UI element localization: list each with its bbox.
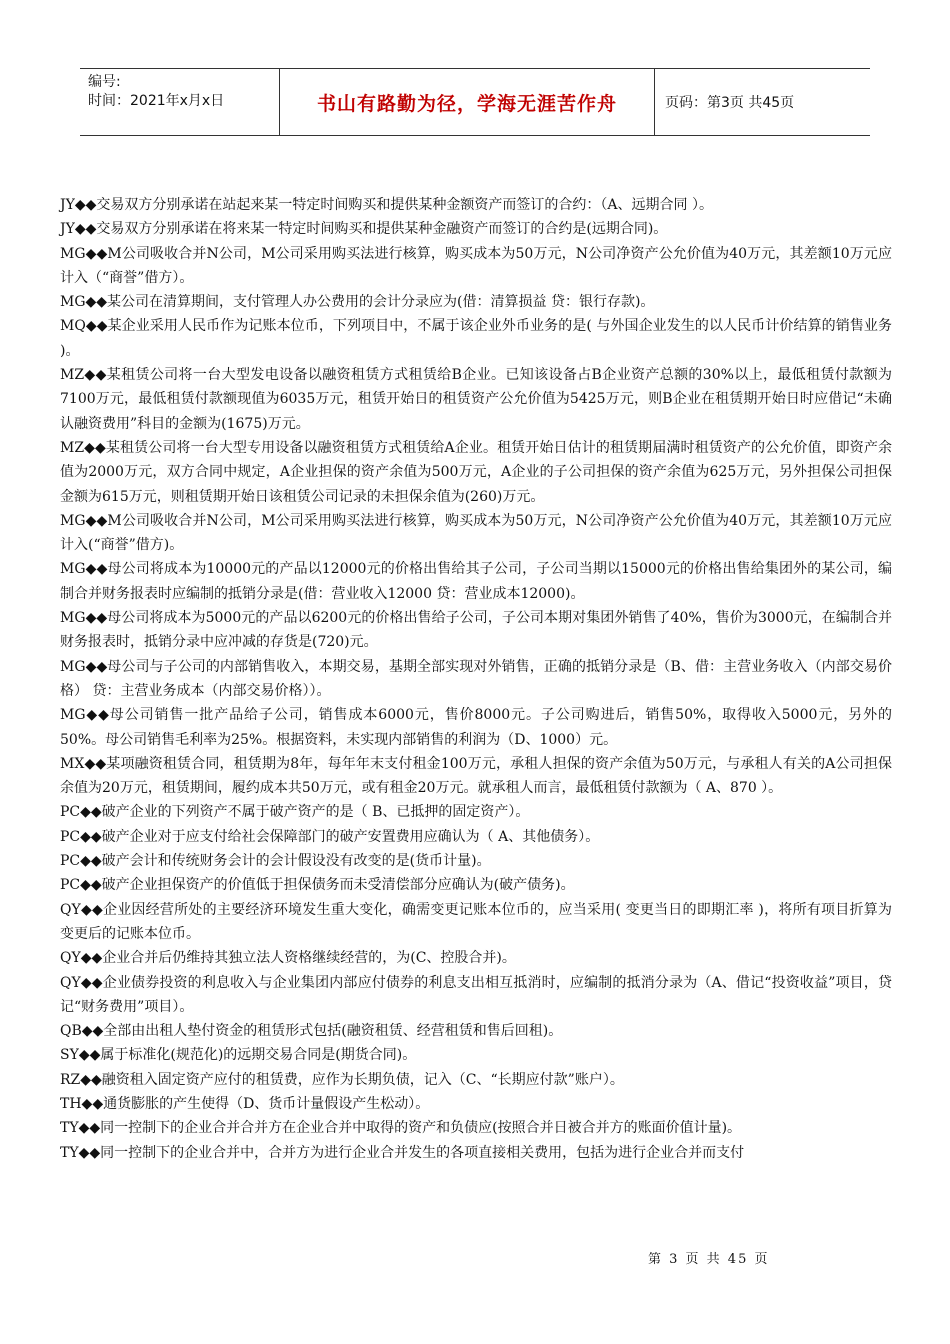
paragraph: MG◆◆M公司吸收合并N公司，M公司采用购买法进行核算，购买成本为50万元，N公司净资产公允价值为40万元，其差额10万元应计入（“商誉”借方）。 [60,245,892,286]
paragraph: PC◆◆破产会计和传统财务会计的会计假设没有改变的是(货币计量)。 [60,853,491,870]
paragraph: MG◆◆M公司吸收合并N公司，M公司采用购买法进行核算，购买成本为50万元，N公司净资产公允价值为40万元，其差额10万元应计入(“商誉”借方)。 [60,512,892,554]
paragraph: TH◆◆通货膨胀的产生使得（D、货币计量假设产生松动）。 [60,1095,430,1112]
paragraph: MX◆◆某项融资租赁合同，租赁期为8年，每年年末支付租金100万元，承租人担保的资产余值为50万元，与承租人有关的A公司担保余值为20万元，租赁期间，履约成本共50万元，或有租金20万元。就承租人而言，最低租赁付款额为（ A、870 ）。 [60,755,892,797]
paragraph: QY◆◆企业合并后仍维持其独立法人资格继续经营的，为(C、控股合并)。 [60,950,516,967]
paragraph: PC◆◆破产企业的下列资产不属于破产资产的是（ B、已抵押的固定资产）。 [60,804,530,821]
document-body [60,193,892,1165]
paragraph: SY◆◆属于标准化(规范化)的远期交易合同是(期货合同)。 [60,1047,417,1064]
paragraph: TY◆◆同一控制下的企业合并合并方在企业合并中取得的资产和负债应(按照合并日被合并方的账面价值计量)。 [60,1120,742,1137]
time-label: 时间：2021年x月x日 [88,93,225,109]
paragraph: MG◆◆母公司与子公司的内部销售收入，本期交易，基期全部实现对外销售，正确的抵销分录是（B、借：主营业务收入（内部交易价格） 贷：主营业务成本（内部交易价格））。 [60,658,892,699]
paragraph: QY◆◆企业因经营所处的主要经济环境发生重大变化，确需变更记账本位币的，应当采用( 变更当日的即期汇率 )，将所有项目折算为变更后的记账本位币。 [60,901,892,942]
paragraph: MZ◆◆某租赁公司将一台大型发电设备以融资租赁方式租赁给B企业。已知该设备占B企业资产总额的30%以上，最低租赁付款额为7100万元，最低租赁付款额现值为6035万元，租赁开始日的租赁资产公允价值为5425万元，则B企业在租赁期开始日时应借记“未确认融资费用”科目的金额为(1675)万元。 [60,367,892,432]
paragraph: MG◆◆母公司将成本为5000元的产品以6200元的价格出售给子公司，子公司本期对集团外销售了40%，售价为3000元，在编制合并财务报表时，抵销分录中应冲减的存货是(720)元。 [60,610,892,651]
paragraph: MQ◆◆某企业采用人民币作为记账本位币，下列项目中，不属于该企业外币业务的是( 与外国企业发生的以人民币计价结算的销售业务 )。 [60,318,892,359]
paragraph: PC◆◆破产企业担保资产的价值低于担保债务而未受清偿部分应确认为(破产债务)。 [60,877,575,894]
paragraph: MG◆◆母公司销售一批产品给子公司，销售成本6000元，售价8000元。子公司购进后，销售50%，取得收入5000元，另外的50%。母公司销售毛利率为25%。根据资料，未实现内部销售的利润为（D、1000）元。 [60,707,892,748]
paragraph: QY◆◆企业债券投资的利息收入与企业集团内部应付债券的利息支出相互抵消时，应编制的抵消分录为（A、借记“投资收益”项目，贷记“财务费用”项目）。 [60,974,892,1015]
paragraph: MG◆◆某公司在清算期间，支付管理人办公费用的会计分录应为(借：清算损益 贷：银行存款)。 [60,294,655,311]
paragraph: QB◆◆全部由出租人垫付资金的租赁形式包括(融资租赁、经营租赁和售后回租)。 [60,1023,563,1040]
paragraph: JY◆◆交易双方分别承诺在站起来某一特定时间购买和提供某种金额资产而签订的合约：（A、远期合同 ）。 [60,197,713,213]
page-header [80,68,870,136]
paragraph: TY◆◆同一控制下的企业合并中，合并方为进行企业合并发生的各项直接相关费用，包括为进行企业合并而支付 [60,1144,745,1161]
page-footer: 第 3 页 共 45 页 [648,1252,770,1267]
paragraph: MZ◆◆某租赁公司将一台大型专用设备以融资租赁方式租赁给A企业。租赁开始日估计的租赁期届满时租赁资产的公允价值，即资产余值为2000万元，双方合同中规定，A企业担保的资产余值为500万元，A企业的子公司担保的资产余值为625万元，另外担保公司担保金额为615万元，则租赁期开始日该租赁公司记录的未担保余值为(260)万元。 [60,439,892,505]
paragraph: MG◆◆母公司将成本为10000元的产品以12000元的价格出售给其子公司，子公司当期以15000元的价格出售给集团外的某公司，编制合并财务报表时应编制的抵销分录是(借：营业收入12000 贷：营业成本12000)。 [60,561,892,602]
header-info-cell [80,69,280,135]
header-page-label: 页码：第3页 共45页 [665,95,795,111]
paragraph: RZ◆◆融资租入固定资产应付的租赁费，应作为长期负债，记入（C、“长期应付款”账户）。 [60,1071,624,1088]
paragraph: JY◆◆交易双方分别承诺在将来某一特定时间购买和提供某种金融资产而签订的合约是(远期合同)。 [60,221,668,238]
paragraph: PC◆◆破产企业对于应支付给社会保障部门的破产安置费用应确认为（ A、其他债务）。 [60,828,600,845]
header-motto: 书山有路勤为径，学海无涯苦作舟 [280,69,655,135]
number-label: 编号: [88,74,121,90]
